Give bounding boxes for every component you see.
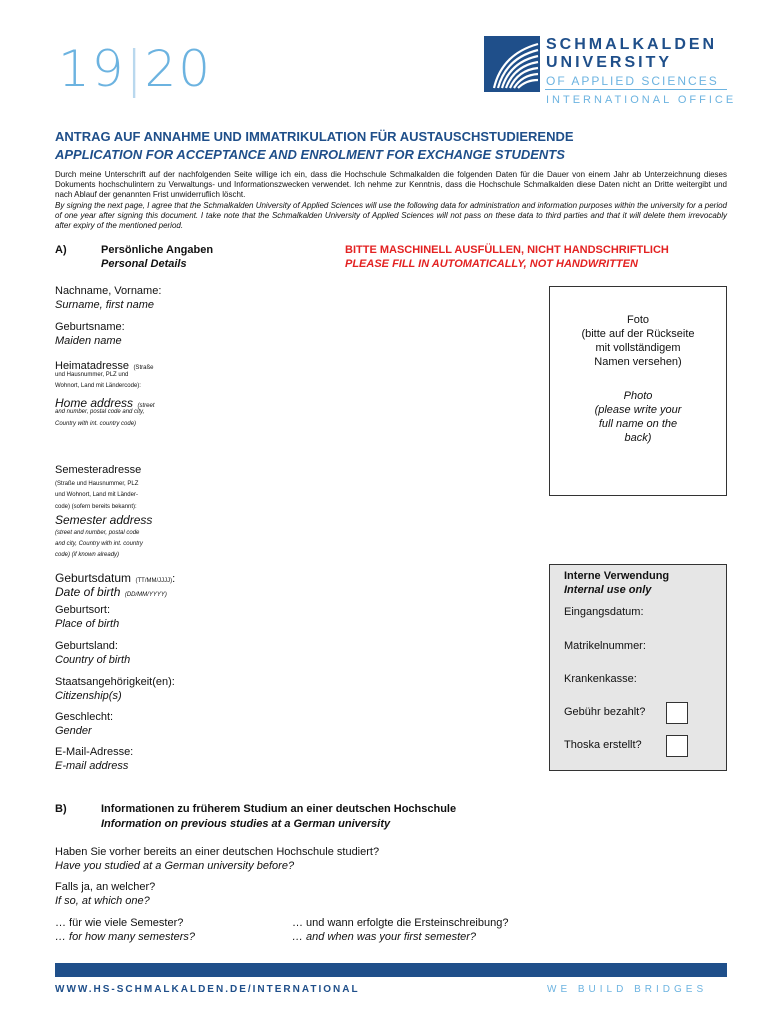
semester-address-note-de-2: und Wohnort, Land mit Länder- [55,492,138,498]
university-name-line1: SCHMALKALDEN [546,36,718,53]
header-divider [545,89,727,90]
thoska-created-checkbox[interactable] [666,735,688,757]
name-label-en: Surname, first name [55,299,155,311]
prev-study-question-de: Haben Sie vorher bereits an einer deutschen Hochschule studiert? [55,846,380,858]
university-name-line3: OF APPLIED SCIENCES [546,74,719,88]
section-b-letter: B) [55,803,67,815]
thoska-created-label: Thoska erstellt? [564,739,642,751]
logo-number-right: 20 [144,40,213,98]
citizenship-label-de: Staatsangehörigkeit(en): [55,676,175,688]
section-a-title-de: Persönliche Angaben [101,244,214,256]
photo-box [549,286,727,496]
university-emblem-icon [484,36,540,92]
logo-number-left: 19 [58,40,126,98]
cob-label-de: Geburtsland: [55,640,118,652]
photo-label-de-3: mit vollständigem [595,342,681,354]
first-enrolment-question-en: … and when was your first semester? [292,931,477,943]
home-address-note-de-3: Wohnort, Land mit Ländercode): [55,383,141,389]
semester-address-note-de-3: code) (sofern bereits bekannt): [55,504,137,510]
semester-address-note-en-3: code) (if known already) [55,552,120,558]
section-a-letter: A) [55,244,67,256]
international-office-label: INTERNATIONAL OFFICE [546,94,737,106]
fill-warning-de: BITTE MASCHINELL AUSFÜLLEN, NICHT HANDSCHRIFTLICH [345,244,669,256]
consent-text [55,170,727,231]
cob-label-en: Country of birth [55,654,131,666]
logo-separator: | [125,40,145,98]
dob-colon: : [172,573,176,585]
fee-paid-label: Gebühr bezahlt? [564,706,646,718]
anniversary-logo [58,40,212,98]
prev-study-question-en: Have you studied at a German university before? [55,860,295,872]
gender-label-en: Gender [55,725,92,737]
home-address-title-de: Heimatadresse [55,360,129,372]
home-address-note-en-3: Country with int. country code) [55,421,137,427]
semester-address-note-en-2: and city, Country with int. country [55,541,143,547]
photo-label-en-1: Photo [623,390,653,402]
photo-label-en-3: full name on the [598,418,678,430]
section-a-title-en: Personal Details [101,258,187,270]
consent-text-de: Durch meine Unterschrift auf der nachfolgenden Seite willige ich ein, dass die Hochschule Schmalkalden die folgenden Daten für die Dauer von einem Jahr ab Unterzeichnung dieses Dokuments hochschulintern zu Verwaltungs- und Informationszwecken verwendet. Ich nehme zur Kenntnis, dass die Hochschule Schmalkalden diese Daten nicht an Dritte weitergibt und nach Ablauf der genannten Frist unwiderruflich löscht. [55,170,727,200]
fill-warning-en: PLEASE FILL IN AUTOMATICALLY, NOT HANDWRITTEN [345,258,638,270]
photo-label-de-1: Foto [626,314,649,326]
matriculation-number-label: Matrikelnummer: [564,640,646,652]
footer-bar [55,963,727,977]
photo-label-en-2: (please write your [594,404,682,416]
dob-title-en: Date of birth [55,585,121,599]
home-address-note-de-1: (Straße [133,365,154,371]
dob-title-de: Geburtsdatum [55,571,132,585]
internal-use-title-en: Internal use only [564,584,652,596]
home-address-note-en-1: (street [137,403,155,409]
semesters-question-en: … for how many semesters? [55,931,195,943]
form-title-de: ANTRAG AUF ANNAHME UND IMMATRIKULATION FÜR AUSTAUSCHSTUDIERENDE [55,129,574,144]
email-label-en: E-mail address [55,760,129,772]
semesters-question-de: … für wie viele Semester? [55,917,184,929]
photo-label-de-4: Namen versehen) [594,356,682,368]
gender-label-de: Geschlecht: [55,711,114,723]
consent-text-en: By signing the next page, I agree that the Schmalkalden University of Applied Sciences will use the following data for administration and information purposes within the university for a period of one year after signing this document. I take note that the Schmalkalden University of Applied Sciences will not pass on these data to third parties and that it will delete them irrevocably after expiry of the mentioned period. [55,200,727,231]
citizenship-label-en: Citizenship(s) [55,690,122,702]
home-address-note-de-2: und Hausnummer, PLZ und [55,372,129,378]
which-university-question-en: If so, at which one? [55,895,150,907]
which-university-question-de: Falls ja, an welcher? [55,881,156,893]
home-address-title-en: Home address [55,396,134,410]
form-title-en: APPLICATION FOR ACCEPTANCE AND ENROLMENT FOR EXCHANGE STUDENTS [55,147,565,162]
footer-slogan: WE BUILD BRIDGES [547,984,708,995]
home-address-note-en-2: and number, postal code and city, [55,409,145,415]
pob-label-en: Place of birth [55,618,120,630]
section-b-title-de: Informationen zu früherem Studium an einer deutschen Hochschule [101,803,457,815]
semester-address-label-en: Semester address [55,513,153,527]
semester-address-note-de-1: (Straße und Hausnummer, PLZ [55,481,139,487]
name-label-de: Nachname, Vorname: [55,285,162,297]
received-date-label: Eingangsdatum: [564,606,644,618]
dob-label-en [55,583,167,601]
health-insurance-label: Krankenkasse: [564,673,637,685]
fee-paid-checkbox[interactable] [666,702,688,724]
footer-url: WWW.HS-SCHMALKALDEN.DE/INTERNATIONAL [55,984,360,995]
internal-use-box [549,564,727,771]
university-name-line2: UNIVERSITY [546,54,673,71]
first-enrolment-question-de: … und wann erfolgte die Ersteinschreibung? [292,917,509,929]
dob-format-en: (DD/MM/YYYY) [124,592,167,598]
pob-label-de: Geburtsort: [55,604,111,616]
photo-label-en-4: back) [624,432,652,444]
photo-label-de-2: (bitte auf der Rückseite [581,328,695,340]
maiden-label-de: Geburtsname: [55,321,125,333]
internal-use-title-de: Interne Verwendung [564,570,670,582]
semester-address-label-de: Semesteradresse [55,464,142,476]
dob-format-de: (TT/MM/JJJJ) [135,578,173,584]
section-b-title-en: Information on previous studies at a German university [101,818,391,830]
semester-address-note-en-1: (street and number, postal code [55,530,140,536]
email-label-de: E-Mail-Adresse: [55,746,134,758]
maiden-label-en: Maiden name [55,335,122,347]
